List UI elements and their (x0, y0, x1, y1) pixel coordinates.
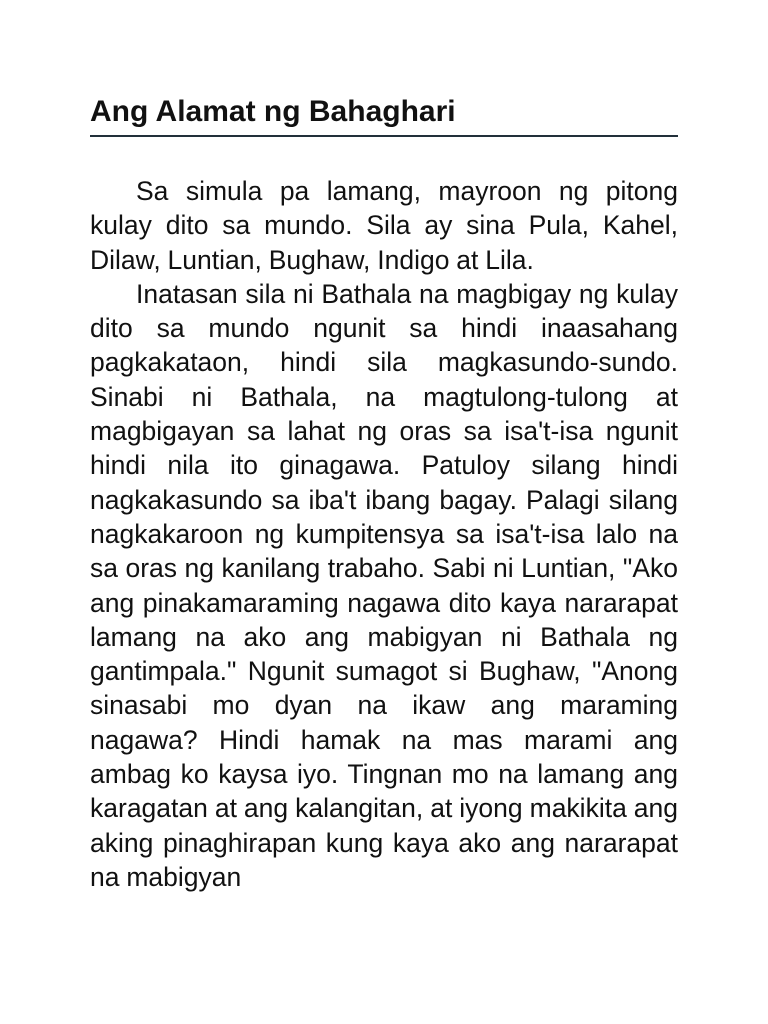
paragraph-1: Sa simula pa lamang, mayroon ng pitong kulay dito sa mundo. Sila ay sina Pula, Kahel, Dilaw, Luntian, Bughaw, Indigo at Lila. (90, 176, 678, 275)
document-body (90, 174, 678, 894)
paragraph-2: Inatasan sila ni Bathala na magbigay ng kulay dito sa mundo ngunit sa hindi inaasahang pagkakataon, hindi sila magkasundo-sundo. Sinabi ni Bathala, na magtulong-tulong at magbigayan sa lahat ng oras sa isa't-isa ngunit hindi nila ito ginagawa. Patuloy silang hindi nagkakasundo sa iba't ibang bagay. Palagi silang nagkakaroon ng kumpitensya sa isa't-isa lalo na sa oras ng kanilang trabaho. Sabi ni Luntian, "Ako ang pinakamaraming nagawa dito kaya nararapat lamang na ako ang mabigyan ni Bathala ng gantimpala." Ngunit sumagot si Bughaw, "Anong sinasabi mo dyan na ikaw ang maraming nagawa? Hindi hamak na mas marami ang ambag ko kaysa iyo. Tingnan mo na lamang ang karagatan at ang kalangitan, at iyong makikita ang aking pinaghirapan kung kaya ako ang nararapat na mabigyan (90, 278, 678, 892)
document-title: Ang Alamat ng Bahaghari (90, 95, 456, 128)
title-underline-divider (90, 135, 678, 137)
